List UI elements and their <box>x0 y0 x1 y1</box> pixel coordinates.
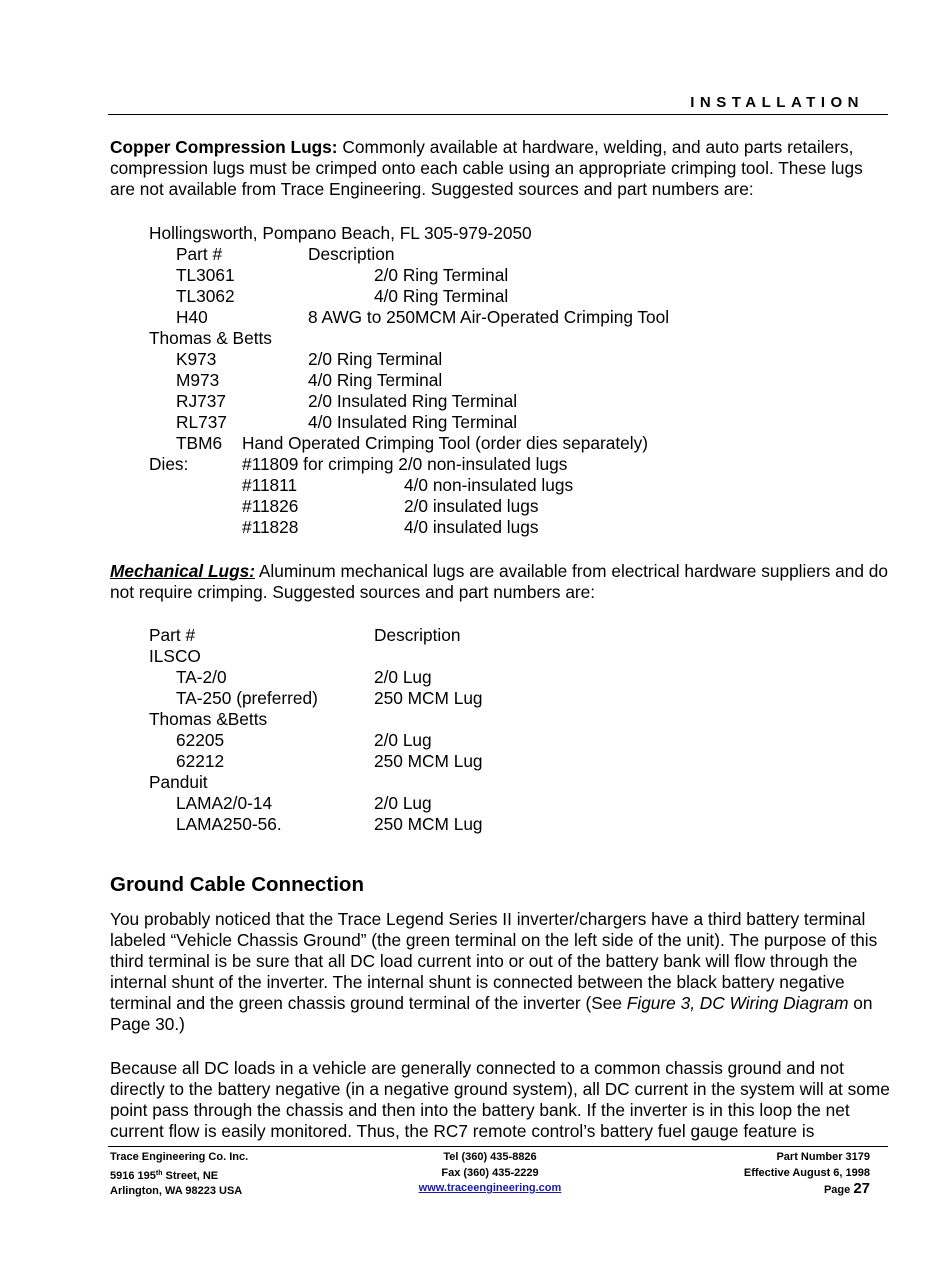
mech-part: TA-250 (preferred) <box>176 688 318 708</box>
die-desc: 4/0 non-insulated lugs <box>404 475 574 495</box>
mech-col-part: Part # <box>149 625 196 645</box>
copper-desc: 2/0 Insulated Ring Terminal <box>308 391 518 411</box>
copper-part: M973 <box>176 370 220 390</box>
copper-col-part: Part # <box>176 244 223 264</box>
mech-desc: 250 MCM Lug <box>374 688 483 708</box>
mechanical-lugs-paragraph <box>110 561 890 603</box>
copper-desc: 4/0 Insulated Ring Terminal <box>308 412 518 432</box>
footer-page <box>744 1181 870 1199</box>
dies-first: #11809 for crimping 2/0 non-insulated lugs <box>242 454 568 474</box>
copper-desc: 2/0 Ring Terminal <box>374 265 509 285</box>
copper-part: K973 <box>176 349 217 369</box>
mech-desc: 250 MCM Lug <box>374 751 483 771</box>
mech-part: 62212 <box>176 751 225 771</box>
mech-part: LAMA2/0-14 <box>176 793 273 813</box>
die-number: #11811 <box>242 475 298 495</box>
footer-page-label: Page <box>823 1184 854 1196</box>
copper-part: RL737 <box>176 412 227 432</box>
mech-part: TA-2/0 <box>176 667 227 687</box>
copper-desc: 8 AWG to 250MCM Air-Operated Crimping Tool <box>308 307 670 327</box>
copper-part: TL3062 <box>176 286 235 306</box>
footer-street-sup: th <box>155 1169 163 1177</box>
footer-street-name: Street, NE <box>162 1169 219 1182</box>
dies-label: Dies: <box>149 454 189 474</box>
footer-street-number: 5916 195 <box>110 1169 156 1182</box>
footer-city: Arlington, WA 98223 USA <box>110 1185 243 1197</box>
header-divider <box>108 114 888 115</box>
copper-lugs-paragraph <box>110 137 890 200</box>
mechanical-lugs-lead: Mechanical Lugs: <box>110 561 256 581</box>
copper-lugs-lead: Copper Compression Lugs: <box>110 137 338 157</box>
page-header-title: INSTALLATION <box>690 94 864 111</box>
copper-desc: 4/0 Ring Terminal <box>308 370 443 390</box>
supplier-thomas-betts: Thomas & Betts <box>149 328 272 348</box>
footer-fax: Fax (360) 435-2229 <box>441 1166 539 1179</box>
ground-paragraph-2: Because all DC loads in a vehicle are generally connected to a common chassis ground and not directly to the battery negative (in a negative ground system), all DC current in the system will at some point pass through the chassis and then into the battery bank. If the inverter is in this loop the net current flow is easily monitored. Thus, the RC7 remote control’s battery fuel gauge feature is <box>110 1058 890 1141</box>
mechanical-lugs-text: Aluminum mechanical lugs are available from electrical hardware suppliers and do not require crimping. Suggested sources and part numbers are: <box>110 561 889 602</box>
mech-desc: 250 MCM Lug <box>374 814 483 834</box>
copper-desc: 4/0 Ring Terminal <box>374 286 509 306</box>
die-number: #11828 <box>242 517 299 537</box>
copper-desc: Hand Operated Crimping Tool (order dies separately) <box>242 433 648 453</box>
footer-divider <box>108 1146 888 1147</box>
mech-col-desc: Description <box>374 625 461 645</box>
mech-desc: 2/0 Lug <box>374 793 432 813</box>
die-desc: 4/0 insulated lugs <box>404 517 539 537</box>
mech-desc: 2/0 Lug <box>374 730 432 750</box>
mech-desc: 2/0 Lug <box>374 667 432 687</box>
copper-part: RJ737 <box>176 391 226 411</box>
mech-part: 62205 <box>176 730 225 750</box>
copper-col-desc: Description <box>308 244 395 264</box>
copper-part: TBM6 <box>176 433 223 453</box>
ground-p1-text-a: You probably noticed that the Trace Legend Series II inverter/chargers have a third battery terminal labeled “Vehicle Chassis Ground” (the green terminal on the left side of the unit). The purpose of this third terminal is be sure that all DC load current into or out of the battery bank will flow through the internal shunt of the inverter. The internal shunt is connected between the black battery negative terminal and the green chassis ground terminal of the inverter (See <box>110 909 878 1013</box>
page-number: 27 <box>853 1180 870 1197</box>
copper-lugs-text: Commonly available at hardware, welding, and auto parts retailers, compression lugs must be crimped onto each cable using an appropriate crimping tool. These lugs are not available from Trace Engineering. Suggested sources and part numbers are: <box>110 137 863 199</box>
copper-part: H40 <box>176 307 208 327</box>
footer-effective-date: Effective August 6, 1998 <box>743 1166 870 1179</box>
figure-reference: Figure 3, DC Wiring Diagram <box>626 993 849 1013</box>
copper-desc: 2/0 Ring Terminal <box>308 349 443 369</box>
die-number: #11826 <box>242 496 299 516</box>
mech-supplier: Thomas &Betts <box>149 709 268 729</box>
footer-part-number: Part Number 3179 <box>776 1151 870 1163</box>
mech-supplier: Panduit <box>149 772 208 792</box>
footer-website-link[interactable]: www.traceengineering.com <box>418 1182 562 1194</box>
mech-supplier: ILSCO <box>149 646 201 666</box>
ground-p1-text-b: on Page 30.) <box>110 993 873 1034</box>
footer-tel: Tel (360) 435-8826 <box>443 1151 537 1163</box>
ground-paragraph-1 <box>110 909 890 1035</box>
supplier-hollingsworth: Hollingsworth, Pompano Beach, FL 305-979-2050 <box>149 223 532 243</box>
section-heading-ground-cable: Ground Cable Connection <box>110 873 364 896</box>
die-desc: 2/0 insulated lugs <box>404 496 539 516</box>
copper-part: TL3061 <box>176 265 235 285</box>
footer-doc-info <box>744 1150 870 1199</box>
footer-company: Trace Engineering Co. Inc. <box>110 1151 249 1163</box>
mech-part: LAMA250-56. <box>176 814 282 834</box>
